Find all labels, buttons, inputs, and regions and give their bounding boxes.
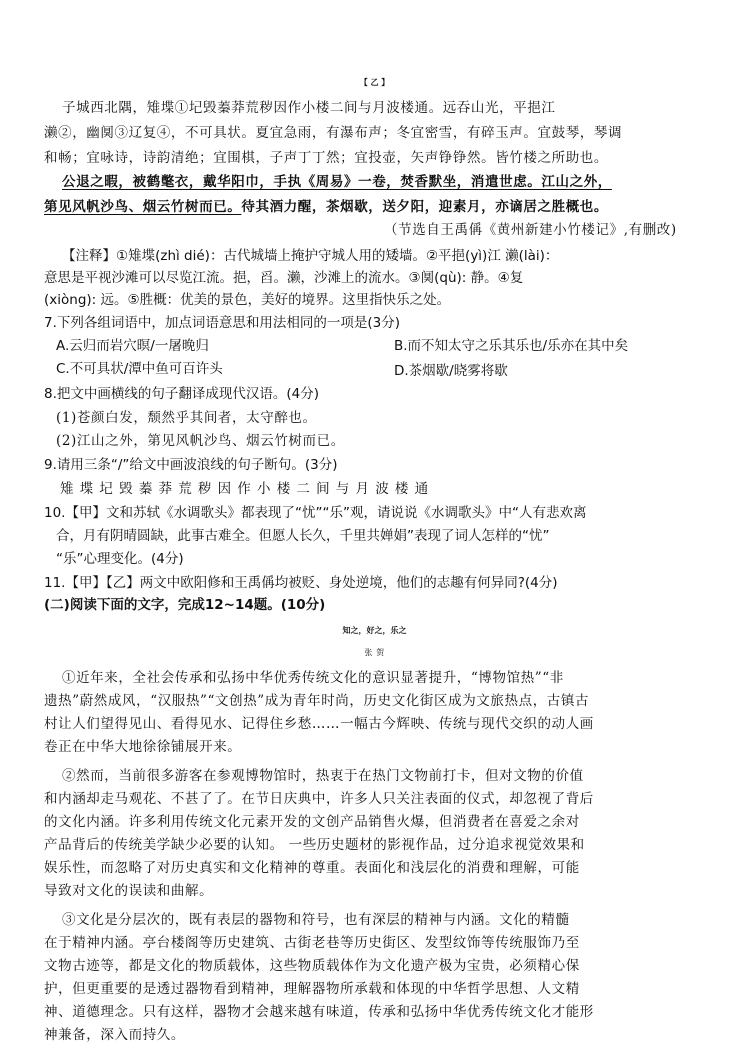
para-3-line-3: 文物古迹等，都是文化的物质载体，这些物质载体作为文化遗产极为宝贵，必须精心保 — [44, 958, 580, 974]
q10-line-2: 合，月有阴晴圆缺，此事古难全。但愿人长久，千里共婵娟”表现了词人怎样的“忧” — [56, 528, 550, 544]
notes-line-3: (xiòng): 远。⑤胜概：优美的景色，美好的境界。这里指快乐之处。 — [44, 292, 451, 308]
q10-line-1: 10.【甲】文和苏轼《水调歌头》都表现了“忧”“乐”观，请说说《水调歌头》中“人有悲欢离 — [44, 505, 587, 521]
q7-stem: 7.下列各组词语中，加点词语意思和用法相同的一项是(3分) — [44, 315, 401, 331]
yi-underlined-sentence: 第见风帆沙鸟、烟云竹树而已。 — [44, 199, 242, 215]
para-2-line-1: ②然而，当前很多游客在参观博物馆时，热衷于在热门文物前打卡，但对文物的价值 — [62, 768, 584, 784]
para-1-line-3: 村让人们望得见山、看得见水、记得住乡愁……一幅古今辉映、传统与现代交织的动人画 — [44, 716, 594, 732]
para-2-line-5: 娱乐性，而忽略了对历史真实和文化精神的尊重。表面化和浅层化的消费和理解，可能 — [44, 860, 580, 876]
para-1-line-4: 卷正在中华大地徐徐铺展开来。 — [44, 739, 242, 755]
notes-line-1: 【注释】①雉堞(zhì dié)：古代城墙上掩护守城人用的矮墙。②平挹(yì)江 濑(lài)： — [62, 248, 559, 264]
q8-stem: 8.把文中画横线的句子翻译成现代汉语。(4分) — [44, 386, 320, 402]
q7-option-d: D.茶烟歇/晓雾将歇 — [394, 363, 508, 379]
q8-sentence-2: (2)江山之外，第见风帆沙鸟、烟云竹树而已。 — [56, 433, 345, 449]
q10-line-3: “乐”心理变化。(4分) — [56, 551, 184, 567]
q7-option-a: A.云归而岩穴暝/一屠晚归 — [56, 338, 209, 354]
q9-chars: 雉堞圮毁蓁莽荒秽因作小楼二间与月波楼通 — [60, 481, 435, 497]
yi-header: 【 乙 】 — [359, 77, 390, 87]
para-2-line-6: 导致对文化的误读和曲解。 — [44, 883, 214, 899]
para-3-line-2: 在于精神内涵。亭台楼阁等历史建筑、古街老巷等历史街区、发型纹饰等传统服饰乃至 — [44, 935, 580, 951]
notes-line-2: 意思是平视沙滩可以尽览江流。挹，舀。濑，沙滩上的流水。③阒(qù): 静。④复 — [44, 270, 524, 286]
para-1-line-2: 遗热”蔚然成风，“汉服热”“文创热”成为青年时尚，历史文化街区成为文旅热点，古镇古 — [44, 693, 590, 709]
q9-stem: 9.请用三条“/”给文中画波浪线的句子断句。(3分) — [44, 457, 338, 473]
yi-passage-line-1: 子城西北隅，雉堞①圮毁蓁莽荒秽因作小楼二间与月波楼通。远吞山光，平挹江 — [62, 100, 556, 116]
section-2-heading: (二)阅读下面的文字，完成12~14题。(10分) — [44, 597, 326, 613]
article-author: 张 贺 — [364, 648, 385, 657]
yi-source: （节选自王禹偁《黄州新建小竹楼记》,有删改) — [384, 222, 677, 238]
q8-sentence-1: (1)苍颜白发，颓然乎其间者，太守醉也。 — [56, 410, 317, 426]
yi-bold-sentence-1 — [62, 172, 612, 192]
article-title: 知之，好之，乐之 — [342, 625, 407, 635]
para-2-line-4: 产品背后的传统美学缺少必要的认知。 一些历史题材的影视作品，过分追求视觉效果和 — [44, 837, 585, 853]
para-3-line-6: 神兼备，深入而持久。 — [44, 1027, 185, 1043]
q11: 11.【甲】【乙】两文中欧阳修和王禹偁均被贬、身处逆境，他们的志趣有何异同?(4分) — [44, 575, 558, 591]
para-2-line-3: 的文化内涵。许多利用传统文化元素开发的文创产品销售火爆，但消费者在喜爱之余对 — [44, 814, 580, 830]
yi-after-bold: 待其酒力醒，茶烟歇，送夕阳，迎素月，亦谪居之胜概也。 — [241, 199, 609, 215]
yi-bold-sentence-2 — [44, 197, 608, 217]
para-3-line-1: ③文化是分层次的，既有表层的器物和符号，也有深层的精神与内涵。文化的精髓 — [62, 912, 570, 928]
yi-passage-line-3: 和畅；宜咏诗，诗韵清绝；宜围棋，子声丁丁然；宜投壶，矢声铮铮然。皆竹楼之所助也。 — [44, 150, 608, 166]
q7-option-b: B.而不知太守之乐其乐也/乐亦在其中矣 — [394, 338, 629, 354]
para-2-line-2: 和内涵却走马观花、不甚了了。在节日庆典中，许多人只关注表面的仪式，却忽视了背后 — [44, 791, 594, 807]
para-3-line-5: 神、道德理念。只有这样，器物才会越来越有味道，传承和弘扬中华优秀传统文化才能形 — [44, 1004, 594, 1020]
yi-passage-line-2: 濑②，幽阒③辽复④，不可具状。夏宜急雨，有瀑布声；冬宜密雪，有碎玉声。宜鼓琴，琴调 — [44, 125, 623, 141]
q7-option-c: C.不可具状/潭中鱼可百许头 — [56, 361, 223, 377]
para-1-line-1: ①近年来，全社会传承和弘扬中华优秀传统文化的意识显著提升，“博物馆热”“非 — [62, 670, 564, 686]
yi-bold-sentence-1-text: 公退之暇，被鹤氅衣，戴华阳巾，手执《周易》一卷，焚香默坐，消遣世虑。江山之外， — [62, 174, 612, 190]
para-3-line-4: 护，但更重要的是透过器物看到精神，理解器物所承载和体现的中华哲学思想、人文精 — [44, 981, 580, 997]
